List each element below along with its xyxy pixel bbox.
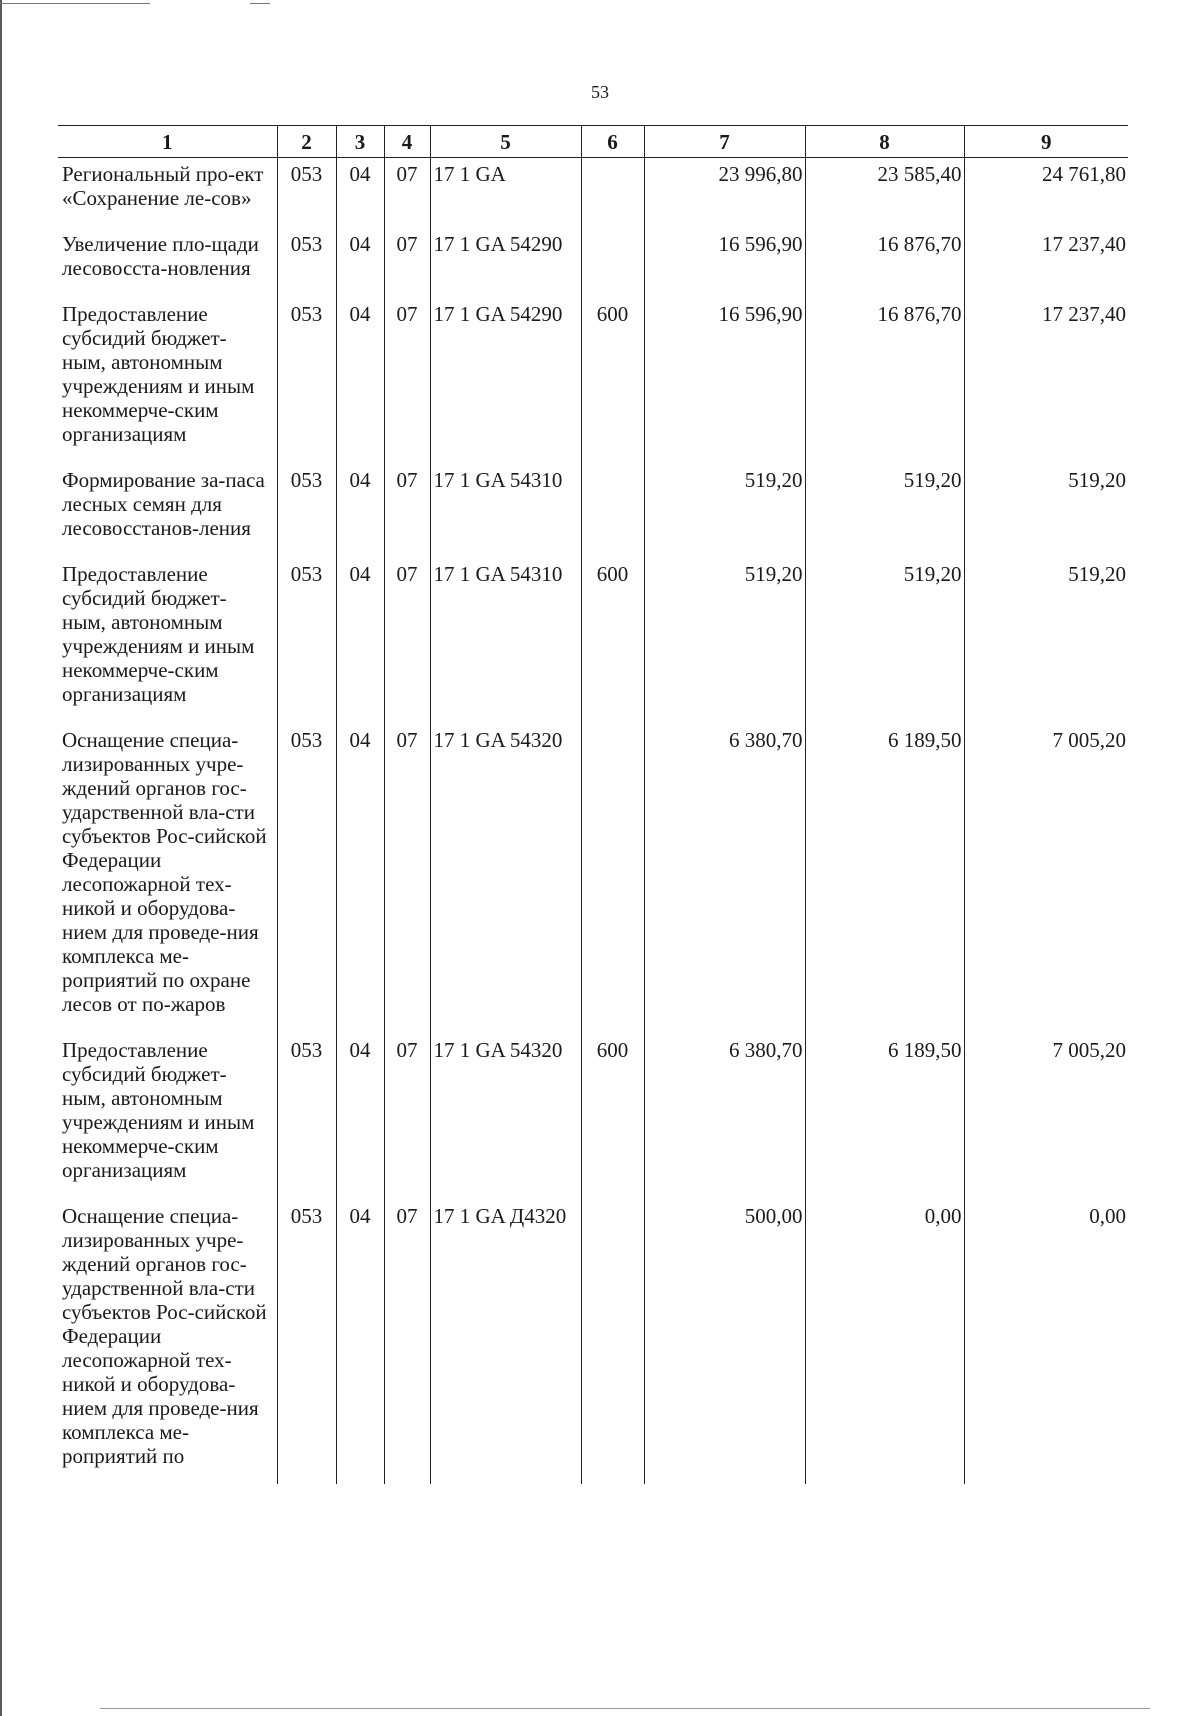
budget-table (58, 125, 1128, 1484)
cell-col-5: 17 1 GA 54290 (430, 228, 581, 298)
row-name: Оснащение специа-лизированных учре-ждений органов гос-ударственной вла-сти субъектов Рос-сийской Федерации лесопожарной тех-никой и оборудова-нием для проведе-ния комплекса ме-роприятий по охране лесов от по-жаров (62, 728, 267, 1016)
cell-col-5: 17 1 GA Д4320 (430, 1200, 581, 1484)
table-row (58, 228, 1128, 298)
cell-col-8: 16 876,70 (805, 298, 964, 464)
cell-col-2: 053 (277, 1034, 336, 1200)
row-name: Региональный про-ект «Сохранение ле-сов» (62, 162, 264, 210)
cell-col-5: 17 1 GA 54290 (430, 298, 581, 464)
cell-col-5: 17 1 GA 54310 (430, 464, 581, 558)
cell-col-4: 07 (384, 1034, 430, 1200)
header-col-1: 1 (58, 126, 277, 158)
row-name: Предоставление субсидий бюджет-ным, автономным учреждениям и иным некоммерче-ским организациям (62, 562, 255, 706)
cell-col-4: 07 (384, 1200, 430, 1484)
row-name: Увеличение пло-щади лесовосста-новления (62, 232, 259, 280)
cell-col-8: 6 189,50 (805, 1034, 964, 1200)
cell-col-9: 7 005,20 (964, 1034, 1128, 1200)
cell-col-2: 053 (277, 1200, 336, 1484)
header-col-7: 7 (644, 126, 805, 158)
cell-col-7: 16 596,90 (644, 228, 805, 298)
cell-col-2: 053 (277, 558, 336, 724)
table-row (58, 158, 1128, 229)
cell-col-8: 0,00 (805, 1200, 964, 1484)
cell-col-2: 053 (277, 298, 336, 464)
cell-col-8: 519,20 (805, 464, 964, 558)
cell-col-7: 6 380,70 (644, 1034, 805, 1200)
cell-col-4: 07 (384, 158, 430, 229)
row-name: Формирование за-паса лесных семян для лесовосстанов-ления (62, 468, 265, 540)
cell-col-3: 04 (336, 1034, 384, 1200)
cell-col-3: 04 (336, 298, 384, 464)
cell-col-6: 600 (581, 1034, 644, 1200)
cell-col-2: 053 (277, 228, 336, 298)
cell-col-4: 07 (384, 464, 430, 558)
page-number: 53 (591, 82, 609, 102)
scan-mark-bottom (100, 1708, 1150, 1709)
cell-col-6 (581, 1200, 644, 1484)
cell-col-7: 16 596,90 (644, 298, 805, 464)
cell-col-7: 23 996,80 (644, 158, 805, 229)
cell-col-6 (581, 724, 644, 1034)
cell-col-4: 07 (384, 724, 430, 1034)
header-col-9: 9 (964, 126, 1128, 158)
table-row (58, 464, 1128, 558)
cell-col-6: 600 (581, 298, 644, 464)
row-name: Оснащение специа-лизированных учре-ждений органов гос-ударственной вла-сти субъектов Рос-сийской Федерации лесопожарной тех-никой и оборудова-нием для проведе-ния комплекса ме-роприятий по (62, 1204, 267, 1468)
cell-col-5: 17 1 GA 54320 (430, 1034, 581, 1200)
header-col-4: 4 (384, 126, 430, 158)
cell-col-3: 04 (336, 558, 384, 724)
cell-col-3: 04 (336, 724, 384, 1034)
cell-col-9: 519,20 (964, 558, 1128, 724)
cell-col-8: 16 876,70 (805, 228, 964, 298)
table-row (58, 558, 1128, 724)
cell-col-9: 0,00 (964, 1200, 1128, 1484)
scan-mark-top (0, 3, 150, 4)
header-col-8: 8 (805, 126, 964, 158)
header-col-3: 3 (336, 126, 384, 158)
header-col-5: 5 (430, 126, 581, 158)
cell-col-8: 6 189,50 (805, 724, 964, 1034)
cell-col-2: 053 (277, 158, 336, 229)
table-row (58, 298, 1128, 464)
cell-col-7: 519,20 (644, 558, 805, 724)
table-row (58, 1200, 1128, 1484)
cell-col-6 (581, 228, 644, 298)
cell-col-6 (581, 464, 644, 558)
cell-col-9: 17 237,40 (964, 298, 1128, 464)
cell-col-5: 17 1 GA 54320 (430, 724, 581, 1034)
cell-col-4: 07 (384, 228, 430, 298)
cell-col-6: 600 (581, 558, 644, 724)
cell-col-8: 519,20 (805, 558, 964, 724)
cell-col-3: 04 (336, 228, 384, 298)
cell-col-2: 053 (277, 724, 336, 1034)
cell-col-3: 04 (336, 158, 384, 229)
cell-col-9: 17 237,40 (964, 228, 1128, 298)
cell-col-9: 519,20 (964, 464, 1128, 558)
cell-col-7: 6 380,70 (644, 724, 805, 1034)
scan-mark-top-short (250, 3, 270, 4)
cell-col-5: 17 1 GA 54310 (430, 558, 581, 724)
cell-col-2: 053 (277, 464, 336, 558)
row-name: Предоставление субсидий бюджет-ным, автономным учреждениям и иным некоммерче-ским организациям (62, 302, 255, 446)
cell-col-3: 04 (336, 1200, 384, 1484)
cell-col-4: 07 (384, 298, 430, 464)
cell-col-5: 17 1 GA (430, 158, 581, 229)
row-name: Предоставление субсидий бюджет-ным, автономным учреждениям и иным некоммерче-ским организациям (62, 1038, 255, 1182)
header-col-6: 6 (581, 126, 644, 158)
cell-col-9: 7 005,20 (964, 724, 1128, 1034)
cell-col-8: 23 585,40 (805, 158, 964, 229)
cell-col-7: 519,20 (644, 464, 805, 558)
cell-col-9: 24 761,80 (964, 158, 1128, 229)
header-col-2: 2 (277, 126, 336, 158)
header-row (58, 126, 1128, 158)
cell-col-7: 500,00 (644, 1200, 805, 1484)
cell-col-6 (581, 158, 644, 229)
table-row (58, 1034, 1128, 1200)
cell-col-3: 04 (336, 464, 384, 558)
table-row (58, 724, 1128, 1034)
scan-page-edge (0, 0, 2, 1716)
cell-col-4: 07 (384, 558, 430, 724)
